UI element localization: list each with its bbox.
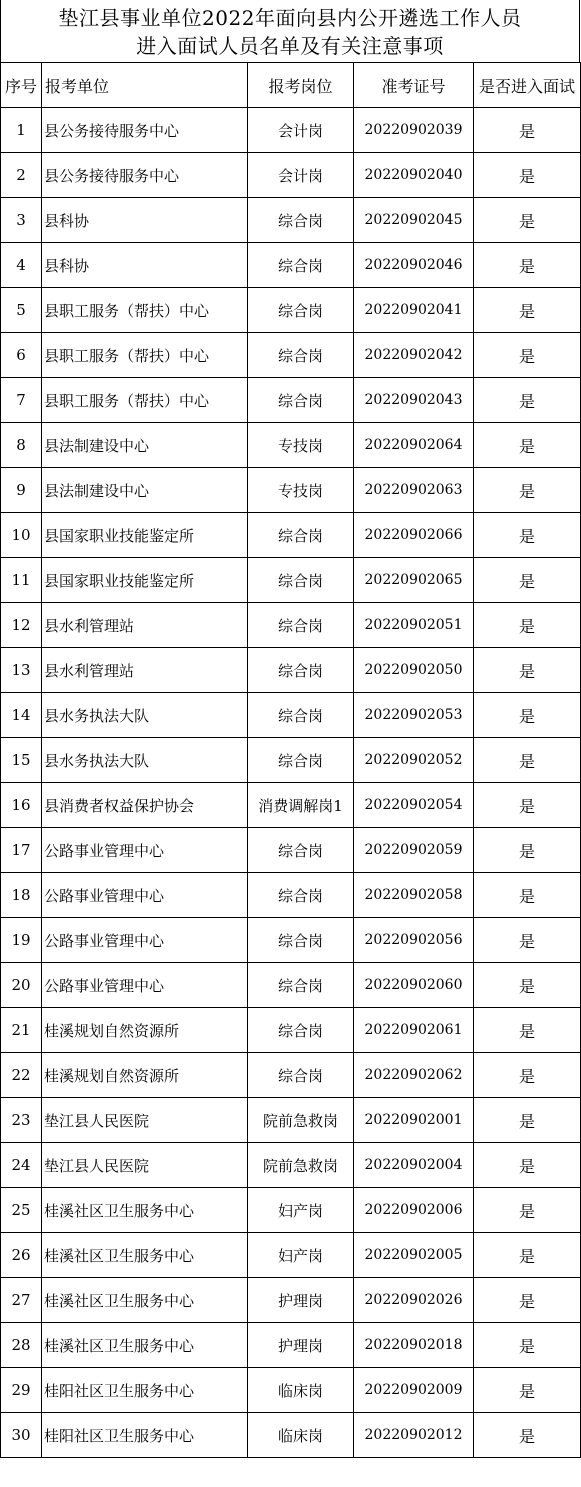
- cell-serial-number: 16: [1, 783, 42, 828]
- cell-interview-status: 是: [474, 378, 581, 423]
- cell-unit: 公路事业管理中心: [42, 873, 248, 918]
- cell-post: 院前急救岗: [248, 1098, 354, 1143]
- cell-unit: 桂溪规划自然资源所: [42, 1008, 248, 1053]
- table-row: [1, 288, 581, 333]
- table-row: [1, 1413, 581, 1458]
- cell-ticket-number: 20220902066: [354, 513, 474, 558]
- cell-post: 综合岗: [248, 1008, 354, 1053]
- title-line-2: 进入面试人员名单及有关注意事项: [136, 33, 444, 58]
- cell-unit: 垫江县人民医院: [42, 1143, 248, 1188]
- table-row: [1, 1008, 581, 1053]
- cell-ticket-number: 20220902043: [354, 378, 474, 423]
- cell-ticket-number: 20220902018: [354, 1323, 474, 1368]
- cell-post: 综合岗: [248, 513, 354, 558]
- cell-unit: 县水利管理站: [42, 648, 248, 693]
- cell-post: 综合岗: [248, 558, 354, 603]
- cell-ticket-number: 20220902052: [354, 738, 474, 783]
- cell-serial-number: 14: [1, 693, 42, 738]
- table-row: [1, 423, 581, 468]
- cell-ticket-number: 20220902060: [354, 963, 474, 1008]
- cell-interview-status: 是: [474, 423, 581, 468]
- cell-serial-number: 5: [1, 288, 42, 333]
- cell-ticket-number: 20220902026: [354, 1278, 474, 1323]
- cell-serial-number: 17: [1, 828, 42, 873]
- table-row: [1, 783, 581, 828]
- cell-interview-status: 是: [474, 1008, 581, 1053]
- cell-post: 综合岗: [248, 1053, 354, 1098]
- table-row: [1, 1053, 581, 1098]
- cell-serial-number: 29: [1, 1368, 42, 1413]
- cell-unit: 县职工服务（帮扶）中心: [42, 378, 248, 423]
- cell-unit: 县职工服务（帮扶）中心: [42, 288, 248, 333]
- cell-unit: 公路事业管理中心: [42, 918, 248, 963]
- cell-interview-status: 是: [474, 1053, 581, 1098]
- title-line-1: 垫江县事业单位2022年面向县内公开遴选工作人员: [58, 5, 522, 30]
- cell-serial-number: 13: [1, 648, 42, 693]
- cell-serial-number: 21: [1, 1008, 42, 1053]
- cell-ticket-number: 20220902012: [354, 1413, 474, 1458]
- table-row: [1, 198, 581, 243]
- cell-interview-status: 是: [474, 243, 581, 288]
- cell-post: 综合岗: [248, 963, 354, 1008]
- cell-ticket-number: 20220902058: [354, 873, 474, 918]
- cell-ticket-number: 20220902009: [354, 1368, 474, 1413]
- cell-ticket-number: 20220902046: [354, 243, 474, 288]
- candidate-table: [0, 62, 581, 1458]
- cell-unit: 县水利管理站: [42, 603, 248, 648]
- cell-post: 综合岗: [248, 198, 354, 243]
- cell-serial-number: 10: [1, 513, 42, 558]
- cell-interview-status: 是: [474, 288, 581, 333]
- cell-post: 护理岗: [248, 1278, 354, 1323]
- table-row: [1, 333, 581, 378]
- cell-unit: 公路事业管理中心: [42, 828, 248, 873]
- cell-interview-status: 是: [474, 1233, 581, 1278]
- cell-post: 妇产岗: [248, 1233, 354, 1278]
- cell-ticket-number: 20220902042: [354, 333, 474, 378]
- cell-unit: 县法制建设中心: [42, 423, 248, 468]
- cell-serial-number: 11: [1, 558, 42, 603]
- table-row: [1, 828, 581, 873]
- cell-post: 会计岗: [248, 108, 354, 153]
- table-row: [1, 1323, 581, 1368]
- table-row: [1, 153, 581, 198]
- table-row: [1, 1143, 581, 1188]
- table-row: [1, 1368, 581, 1413]
- cell-unit: 县科协: [42, 198, 248, 243]
- table-row: [1, 873, 581, 918]
- cell-unit: 桂阳社区卫生服务中心: [42, 1368, 248, 1413]
- cell-serial-number: 24: [1, 1143, 42, 1188]
- cell-ticket-number: 20220902064: [354, 423, 474, 468]
- cell-serial-number: 7: [1, 378, 42, 423]
- cell-interview-status: 是: [474, 513, 581, 558]
- cell-serial-number: 6: [1, 333, 42, 378]
- cell-interview-status: 是: [474, 963, 581, 1008]
- cell-post: 综合岗: [248, 918, 354, 963]
- cell-serial-number: 27: [1, 1278, 42, 1323]
- cell-unit: 桂溪社区卫生服务中心: [42, 1323, 248, 1368]
- cell-ticket-number: 20220902040: [354, 153, 474, 198]
- cell-ticket-number: 20220902041: [354, 288, 474, 333]
- cell-post: 临床岗: [248, 1368, 354, 1413]
- cell-serial-number: 15: [1, 738, 42, 783]
- cell-serial-number: 18: [1, 873, 42, 918]
- cell-post: 综合岗: [248, 738, 354, 783]
- cell-ticket-number: 20220902039: [354, 108, 474, 153]
- cell-post: 消费调解岗1: [248, 783, 354, 828]
- table-body: [1, 108, 581, 1458]
- cell-interview-status: 是: [474, 783, 581, 828]
- cell-interview-status: 是: [474, 693, 581, 738]
- cell-ticket-number: 20220902050: [354, 648, 474, 693]
- cell-unit: 桂溪社区卫生服务中心: [42, 1188, 248, 1233]
- cell-ticket-number: 20220902051: [354, 603, 474, 648]
- document-title: [0, 0, 580, 63]
- cell-ticket-number: 20220902056: [354, 918, 474, 963]
- cell-serial-number: 1: [1, 108, 42, 153]
- cell-unit: 桂溪社区卫生服务中心: [42, 1233, 248, 1278]
- cell-post: 妇产岗: [248, 1188, 354, 1233]
- cell-unit: 桂阳社区卫生服务中心: [42, 1413, 248, 1458]
- cell-serial-number: 30: [1, 1413, 42, 1458]
- cell-post: 综合岗: [248, 288, 354, 333]
- table-row: [1, 513, 581, 558]
- cell-serial-number: 22: [1, 1053, 42, 1098]
- table-row: [1, 1233, 581, 1278]
- cell-ticket-number: 20220902053: [354, 693, 474, 738]
- header-interview-status: 是否进入面试: [474, 63, 581, 108]
- cell-interview-status: 是: [474, 648, 581, 693]
- cell-ticket-number: 20220902005: [354, 1233, 474, 1278]
- table-row: [1, 603, 581, 648]
- cell-unit: 桂溪社区卫生服务中心: [42, 1278, 248, 1323]
- cell-serial-number: 26: [1, 1233, 42, 1278]
- cell-unit: 县法制建设中心: [42, 468, 248, 513]
- table-row: [1, 1098, 581, 1143]
- cell-serial-number: 12: [1, 603, 42, 648]
- cell-post: 专技岗: [248, 423, 354, 468]
- cell-ticket-number: 20220902001: [354, 1098, 474, 1143]
- cell-interview-status: 是: [474, 558, 581, 603]
- header-post: 报考岗位: [248, 63, 354, 108]
- cell-ticket-number: 20220902006: [354, 1188, 474, 1233]
- cell-unit: 县水务执法大队: [42, 693, 248, 738]
- cell-unit: 县公务接待服务中心: [42, 153, 248, 198]
- table-row: [1, 693, 581, 738]
- cell-interview-status: 是: [474, 918, 581, 963]
- cell-post: 综合岗: [248, 243, 354, 288]
- cell-ticket-number: 20220902045: [354, 198, 474, 243]
- cell-unit: 县公务接待服务中心: [42, 108, 248, 153]
- cell-post: 综合岗: [248, 378, 354, 423]
- cell-interview-status: 是: [474, 333, 581, 378]
- table-row: [1, 738, 581, 783]
- cell-serial-number: 3: [1, 198, 42, 243]
- table-row: [1, 468, 581, 513]
- table-row: [1, 1278, 581, 1323]
- cell-post: 综合岗: [248, 693, 354, 738]
- table-row: [1, 558, 581, 603]
- cell-post: 临床岗: [248, 1413, 354, 1458]
- cell-post: 综合岗: [248, 828, 354, 873]
- cell-serial-number: 9: [1, 468, 42, 513]
- cell-serial-number: 8: [1, 423, 42, 468]
- cell-interview-status: 是: [474, 468, 581, 513]
- cell-unit: 垫江县人民医院: [42, 1098, 248, 1143]
- cell-interview-status: 是: [474, 1413, 581, 1458]
- cell-serial-number: 4: [1, 243, 42, 288]
- table-row: [1, 243, 581, 288]
- cell-unit: 公路事业管理中心: [42, 963, 248, 1008]
- cell-unit: 县科协: [42, 243, 248, 288]
- cell-interview-status: 是: [474, 1323, 581, 1368]
- cell-post: 综合岗: [248, 648, 354, 693]
- table-row: [1, 648, 581, 693]
- cell-interview-status: 是: [474, 153, 581, 198]
- cell-serial-number: 19: [1, 918, 42, 963]
- cell-interview-status: 是: [474, 1368, 581, 1413]
- cell-ticket-number: 20220902065: [354, 558, 474, 603]
- header-serial-number: 序号: [1, 63, 42, 108]
- cell-serial-number: 2: [1, 153, 42, 198]
- cell-interview-status: 是: [474, 198, 581, 243]
- cell-post: 综合岗: [248, 873, 354, 918]
- cell-interview-status: 是: [474, 873, 581, 918]
- cell-interview-status: 是: [474, 738, 581, 783]
- cell-serial-number: 28: [1, 1323, 42, 1368]
- cell-post: 护理岗: [248, 1323, 354, 1368]
- cell-serial-number: 23: [1, 1098, 42, 1143]
- cell-post: 会计岗: [248, 153, 354, 198]
- cell-unit: 县水务执法大队: [42, 738, 248, 783]
- table-row: [1, 1188, 581, 1233]
- cell-unit: 县国家职业技能鉴定所: [42, 558, 248, 603]
- cell-ticket-number: 20220902063: [354, 468, 474, 513]
- table-row: [1, 963, 581, 1008]
- cell-interview-status: 是: [474, 1143, 581, 1188]
- cell-unit: 县消费者权益保护协会: [42, 783, 248, 828]
- cell-unit: 县职工服务（帮扶）中心: [42, 333, 248, 378]
- cell-ticket-number: 20220902062: [354, 1053, 474, 1098]
- cell-interview-status: 是: [474, 603, 581, 648]
- cell-interview-status: 是: [474, 1098, 581, 1143]
- cell-interview-status: 是: [474, 828, 581, 873]
- cell-serial-number: 20: [1, 963, 42, 1008]
- table-row: [1, 918, 581, 963]
- cell-post: 院前急救岗: [248, 1143, 354, 1188]
- cell-interview-status: 是: [474, 1278, 581, 1323]
- cell-post: 专技岗: [248, 468, 354, 513]
- cell-interview-status: 是: [474, 1188, 581, 1233]
- cell-interview-status: 是: [474, 108, 581, 153]
- cell-unit: 县国家职业技能鉴定所: [42, 513, 248, 558]
- cell-ticket-number: 20220902061: [354, 1008, 474, 1053]
- cell-post: 综合岗: [248, 333, 354, 378]
- cell-post: 综合岗: [248, 603, 354, 648]
- cell-serial-number: 25: [1, 1188, 42, 1233]
- cell-ticket-number: 20220902004: [354, 1143, 474, 1188]
- table-row: [1, 108, 581, 153]
- cell-ticket-number: 20220902059: [354, 828, 474, 873]
- header-unit: 报考单位: [42, 63, 248, 108]
- table-header-row: [1, 63, 581, 108]
- cell-unit: 桂溪规划自然资源所: [42, 1053, 248, 1098]
- table-row: [1, 378, 581, 423]
- cell-ticket-number: 20220902054: [354, 783, 474, 828]
- header-ticket-number: 准考证号: [354, 63, 474, 108]
